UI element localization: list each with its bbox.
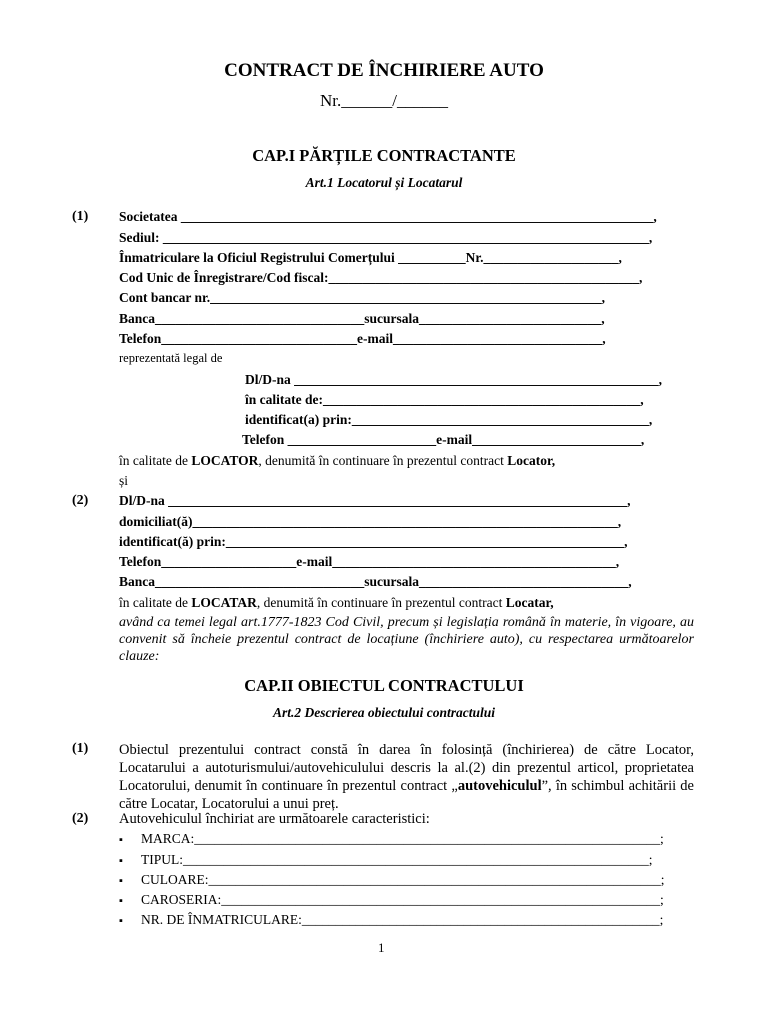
locatar-domiciliat: domiciliat(ă)_______________________________________________________________,: [119, 514, 622, 529]
contract-number: Nr.______/______: [320, 91, 448, 110]
locatar-banca: Banca_______________________________sucursala_______________________________,: [119, 574, 632, 589]
clause-2-text: Autovehiculul închiriat are următoarele caracteristici:: [119, 811, 430, 827]
locator-banca: Banca_______________________________sucursala___________________________,: [119, 311, 605, 326]
contract-title: CONTRACT DE ÎNCHIRIERE AUTO: [224, 60, 544, 81]
clause-2-number: (2): [72, 811, 89, 826]
chapter-1-title: CAP.I PĂRȚILE CONTRACTANTE: [252, 146, 516, 165]
bullet-icon: ▪: [119, 895, 123, 907]
bullet-icon: ▪: [119, 855, 123, 867]
bullet-icon: ▪: [119, 915, 123, 927]
locator-dl-dna: Dl/D-na ______________________________________________________,: [245, 372, 663, 387]
legal-basis-paragraph: având ca temei legal art.1777-1823 Cod Civil, precum și legislația română în materie, în vigoare, au convenit să încheie prezentul contract de locațiune (închiriere auto), cu respectarea următoarelor clauze:: [119, 615, 694, 664]
locator-identificat: identificat(a) prin:____________________________________________,: [245, 412, 653, 427]
locator-number: (1): [72, 209, 89, 224]
locator-telefon: Telefon_____________________________e-mail_______________________________,: [119, 331, 606, 346]
locator-inmatriculare: Înmatriculare la Oficiul Registrului Comerțului __________Nr.____________________,: [119, 250, 622, 265]
locator-cont-bancar: Cont bancar nr.__________________________________________________________,: [119, 290, 606, 305]
locatar-number: (2): [72, 493, 89, 508]
locator-telefon-email: Telefon ______________________e-mail_________________________,: [242, 432, 645, 447]
vehicle-culoare: CULOARE:___________________________________________________________________;: [141, 872, 665, 887]
clause-1-number: (1): [72, 741, 89, 756]
chapter-2-title: CAP.II OBIECTUL CONTRACTULUI: [244, 676, 524, 695]
vehicle-caroseria: CAROSERIA:_________________________________________________________________;: [141, 892, 664, 907]
vehicle-tipul: TIPUL:_____________________________________________________________________;: [141, 852, 653, 867]
conjunction-si: și: [119, 473, 129, 488]
locator-cui: Cod Unic de Înregistrare/Cod fiscal:______________________________________________,: [119, 270, 643, 285]
vehicle-marca: MARCA:_____________________________________________________________________;: [141, 831, 664, 846]
locatar-dl-dna: Dl/D-na ____________________________________________________________________,: [119, 493, 631, 508]
article-1-title: Art.1 Locatorul și Locatarul: [305, 175, 463, 190]
locatar-telefon: Telefon____________________e-mail__________________________________________,: [119, 554, 620, 569]
locatar-identificat: identificat(ă) prin:___________________________________________________________,: [119, 534, 628, 549]
locator-societatea: Societatea ______________________________________________________________________,: [119, 209, 657, 224]
locator-reprezentata: reprezentată legal de: [119, 351, 223, 365]
locatar-role-statement: în calitate de LOCATAR, denumită în continuare în prezentul contract Locatar,: [119, 595, 554, 610]
locator-role-statement: în calitate de LOCATOR, denumită în continuare în prezentul contract Locator,: [119, 453, 556, 468]
page-number: 1: [378, 940, 385, 955]
article-2-title: Art.2 Descrierea obiectului contractului: [272, 705, 495, 720]
bullet-icon: ▪: [119, 875, 123, 887]
vehicle-nr-inmatriculare: NR. DE ÎNMATRICULARE:_____________________________________________________;: [141, 912, 664, 927]
locator-sediul: Sediul: ________________________________________________________________________,: [119, 230, 653, 245]
locator-calitate: în calitate de:_______________________________________________,: [245, 392, 644, 407]
bullet-icon: ▪: [119, 834, 123, 846]
clause-1-text: Obiectul prezentului contract constă în darea în folosință (închirierea) de către Locator, Locatarului a autoturismului/autovehiculului descris la al.(2) din prezentul articol, proprietatea Locatorului, denumit în continuare în prezentul contract „autovehiculul”, în schimbul achitării de către Locatar, Locatorului a unui preț.: [119, 742, 694, 812]
